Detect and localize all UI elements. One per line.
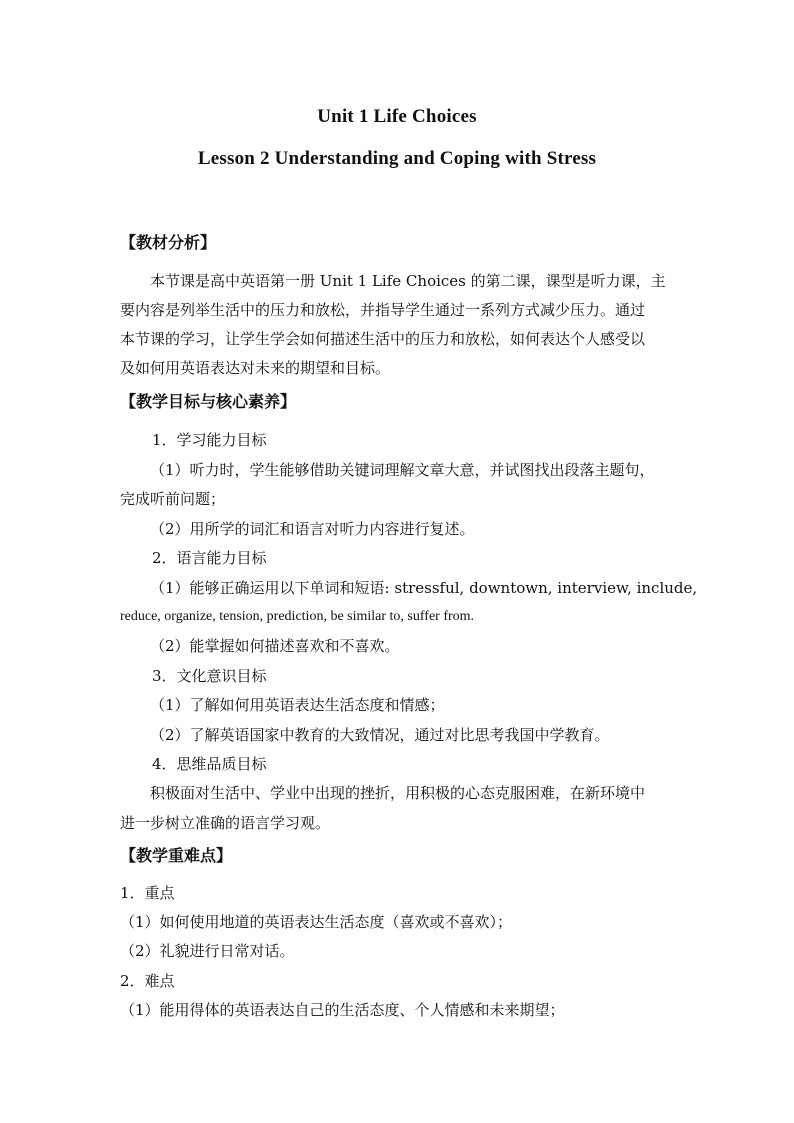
paragraph-line: 本节课的学习，让学生学会如何描述生活中的压力和放松，如何表达个人感受以 bbox=[120, 330, 646, 348]
difficult-point-heading: 2．难点 bbox=[120, 972, 175, 990]
goal-heading: 3．文化意识目标 bbox=[152, 667, 267, 685]
goal-heading: 2．语言能力目标 bbox=[152, 549, 267, 567]
key-point-item: （1）如何使用地道的英语表达生活态度（喜欢或不喜欢）； bbox=[120, 913, 513, 931]
goal-heading: 4．思维品质目标 bbox=[152, 755, 267, 773]
goal-item: （2）用所学的词汇和语言对听力内容进行复述。 bbox=[150, 520, 475, 538]
unit-title: Unit 1 Life Choices bbox=[317, 106, 477, 127]
goal-item: （1）了解如何用英语表达生活态度和情感； bbox=[150, 696, 445, 714]
goal-item: 完成听前问题； bbox=[120, 490, 226, 508]
paragraph-line: 本节课是高中英语第一册 Unit 1 Life Choices 的第二课，课型是听力课，主 bbox=[150, 272, 666, 290]
goal-item: （1）能够正确运用以下单词和短语: stressful, downtown, interview, include, bbox=[150, 579, 698, 597]
goal-item: reduce, organize, tension, prediction, be similar to, suffer from. bbox=[120, 609, 475, 624]
lesson-title: Lesson 2 Understanding and Coping with Stress bbox=[197, 148, 597, 169]
difficult-point-item: （1）能用得体的英语表达自己的生活态度、个人情感和未来期望； bbox=[120, 1001, 565, 1019]
section-heading-teaching-goals: 【教学目标与核心素养】 bbox=[120, 392, 297, 411]
paragraph-line: 及如何用英语表达对未来的期望和目标。 bbox=[120, 359, 391, 377]
key-point-item: （2）礼貌进行日常对话。 bbox=[120, 942, 295, 960]
goal-heading: 1．学习能力目标 bbox=[152, 431, 267, 449]
paragraph-line: 进一步树立准确的语言学习观。 bbox=[120, 814, 331, 832]
goal-item: （2）了解英语国家中教育的大致情况，通过对比思考我国中学教育。 bbox=[150, 726, 610, 744]
paragraph-line: 要内容是列举生活中的压力和放松，并指导学生通过一系列方式减少压力。通过 bbox=[120, 301, 646, 319]
goal-item: （1）听力时，学生能够借助关键词理解文章大意，并试图找出段落主题句， bbox=[150, 461, 655, 479]
section-heading-key-difficult-points: 【教学重难点】 bbox=[120, 846, 233, 865]
section-heading-textbook-analysis: 【教材分析】 bbox=[120, 233, 217, 252]
goal-item: （2）能掌握如何描述喜欢和不喜欢。 bbox=[150, 637, 400, 655]
key-point-heading: 1．重点 bbox=[120, 884, 175, 902]
paragraph-line: 积极面对生活中、学业中出现的挫折，用积极的心态克服困难，在新环境中 bbox=[150, 784, 646, 802]
